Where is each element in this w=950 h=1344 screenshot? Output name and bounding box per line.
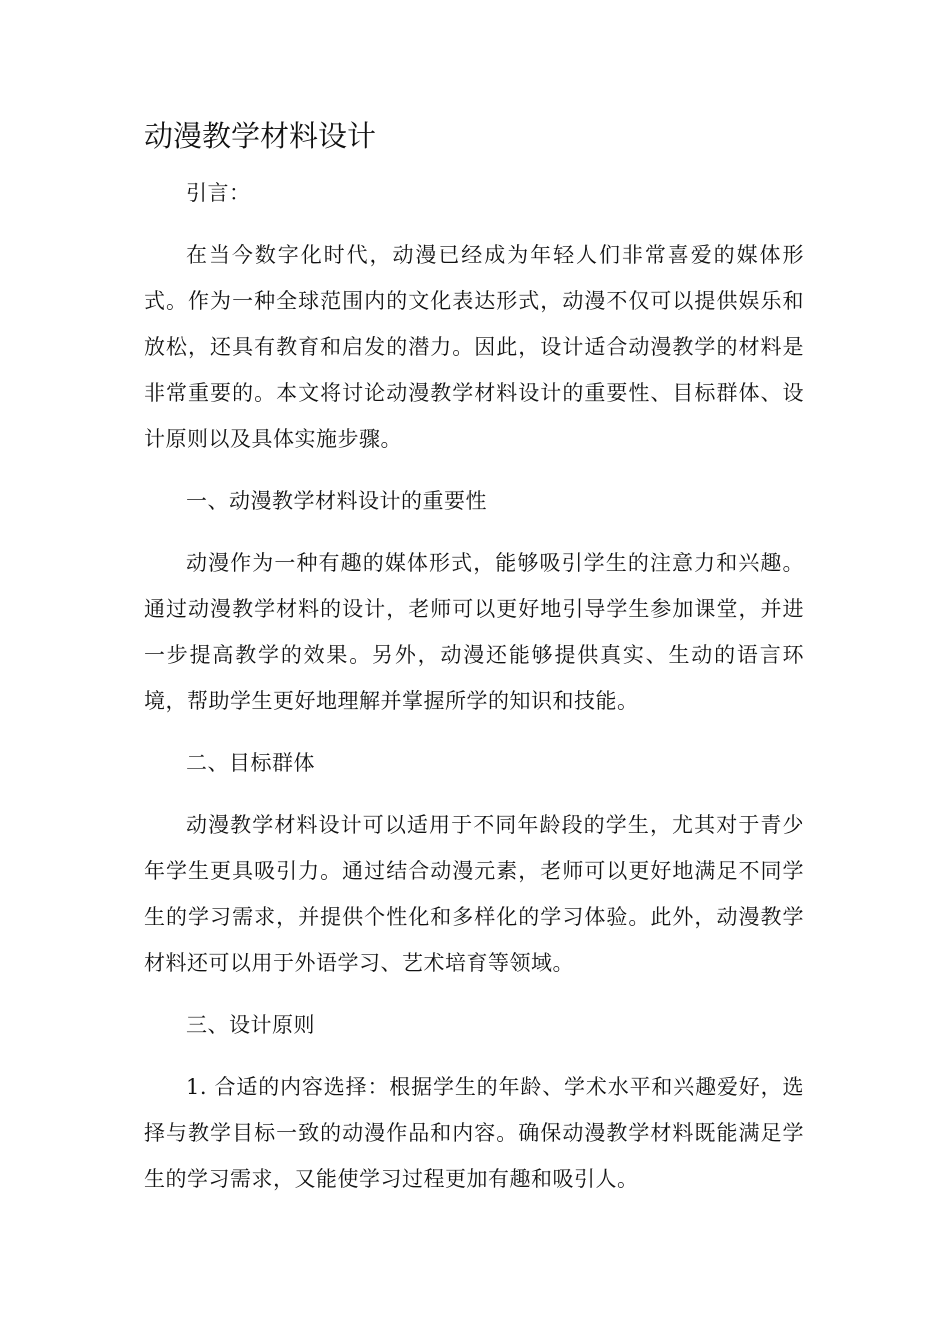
- document-body: [144, 110, 804, 1218]
- section-2-heading: 二、目标群体: [186, 751, 315, 775]
- section-3-heading: 三、设计原则: [186, 1013, 315, 1037]
- section-2-paragraph: 动漫教学材料设计可以适用于不同年龄段的学生，尤其对于青少年学生更具吸引力。通过结合动漫元素，老师可以更好地满足不同学生的学习需求，并提供个性化和多样化的学习体验。此外，动漫教学材料还可以用于外语学习、艺术培育等领域。: [144, 813, 804, 975]
- intro-paragraph: 在当今数字化时代，动漫已经成为年轻人们非常喜爱的媒体形式。作为一种全球范围内的文化表达形式，动漫不仅可以提供娱乐和放松，还具有教育和启发的潜力。因此，设计适合动漫教学的材料是非常重要的。本文将讨论动漫教学材料设计的重要性、目标群体、设计原则以及具体实施步骤。: [144, 243, 804, 451]
- section-1-heading: 一、动漫教学材料设计的重要性: [186, 489, 487, 513]
- intro-heading: 引言：: [186, 181, 251, 205]
- document-title: 动漫教学材料设计: [144, 119, 377, 153]
- section-3-item-1: 1. 合适的内容选择：根据学生的年龄、学术水平和兴趣爱好，选择与教学目标一致的动漫作品和内容。确保动漫教学材料既能满足学生的学习需求，又能使学习过程更加有趣和吸引人。: [144, 1075, 804, 1191]
- section-1-paragraph: 动漫作为一种有趣的媒体形式，能够吸引学生的注意力和兴趣。通过动漫教学材料的设计，老师可以更好地引导学生参加课堂，并进一步提高教学的效果。另外，动漫还能够提供真实、生动的语言环境，帮助学生更好地理解并掌握所学的知识和技能。: [144, 551, 804, 713]
